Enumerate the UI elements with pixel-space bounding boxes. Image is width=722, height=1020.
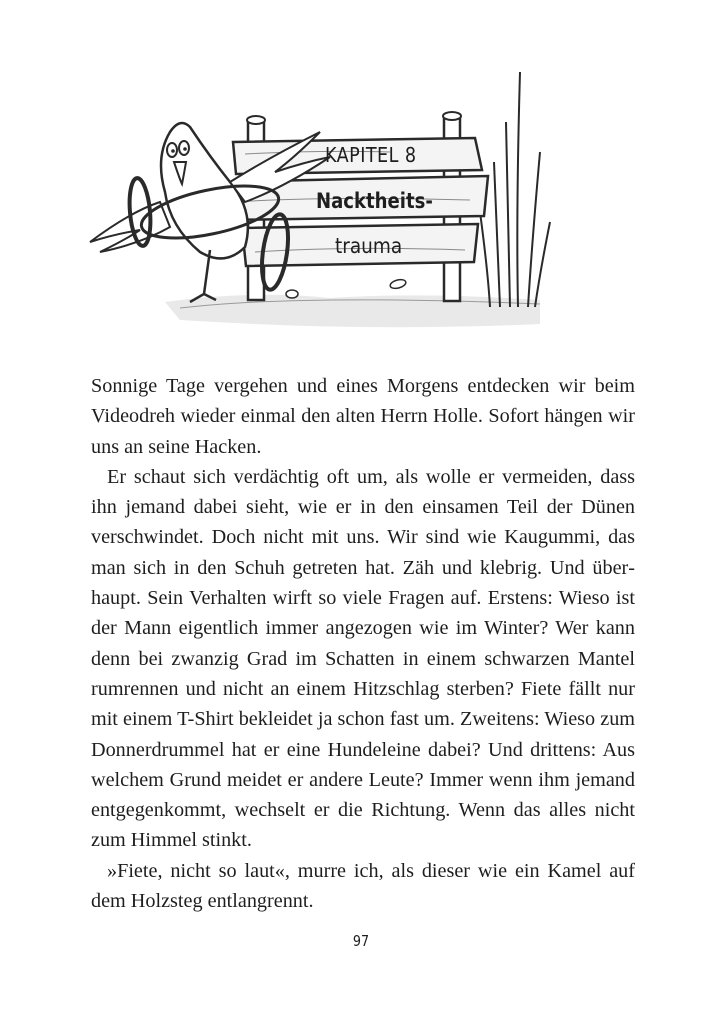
chapter-illustration [70,62,560,337]
chapter-label: KAPITEL 8 [325,143,417,167]
seagull-with-signpost-illustration [70,62,560,337]
chapter-body-text [91,371,635,916]
page-number: 97 [352,932,370,950]
paragraph-2: Er schaut sich verdächtig oft um, als wolle er vermeiden, dass ihn jemand dabei sieht, wie er in den einsamen Teil der Dünen verschwindet. Doch nicht mit uns. Wir sind wie Kaugummi, das man sich in den Schuh getreten hat. Zäh und klebrig. Und überhaupt. Sein Verhalten wirft so viele Fragen auf. Erstens: Wieso ist der Mann eigentlich immer angezogen wie im Winter? Wer kann denn bei zwanzig Grad im Schatten in einem schwarzen Mantel rumrennen und nicht an einem Hitzschlag sterben? Fiete fällt nur mit einem T-Shirt bekleidet ja schon fast um. Zweitens: Wieso zum Donnerdrummel hat er eine Hundeleine dabei? Und drittens: Aus welchem Grund meidet er andere Leute? Immer wenn ihm jemand entgegenkommt, wechselt er die Richtung. Wenn das alles nicht zum Himmel stinkt. [91,465,635,852]
chapter-title-line-2: trauma [335,234,403,258]
chapter-title-line-1: Nacktheits- [316,189,433,213]
paragraph-1: Sonnige Tage vergehen und eines Morgens entdecken wir beim Videodreh wieder einmal den alten Herrn Holle. Sofort hängen wir uns an seine Hacken. [91,375,635,458]
paragraph-3: »Fiete, nicht so laut«, murre ich, als dieser wie ein Kamel auf dem Holzsteg entlangrennt. [91,859,635,913]
